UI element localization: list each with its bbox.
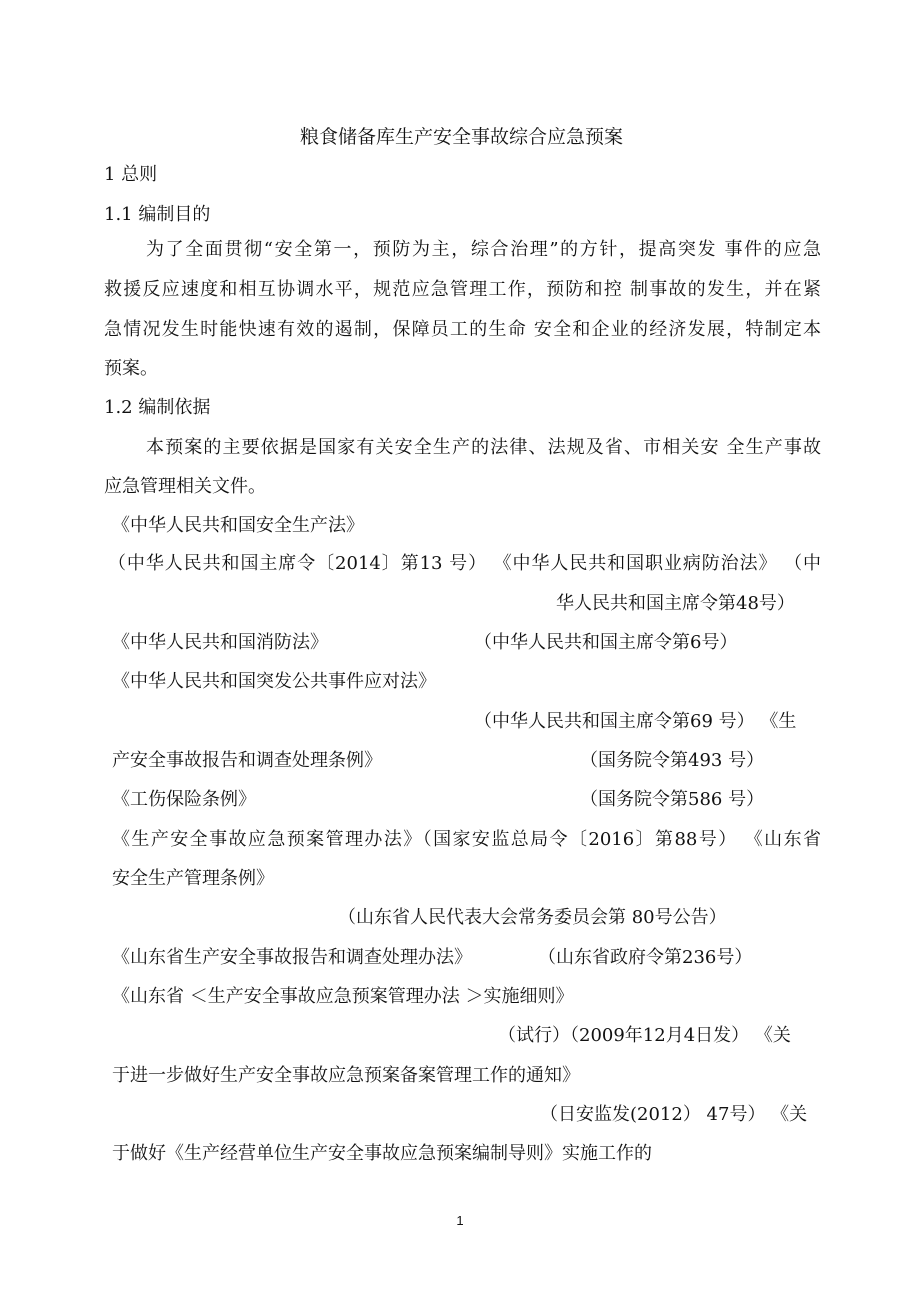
reference-line: （中华人民共和国主席令〔2014〕第13 号） 《中华人民共和国职业病防治法》 （中 <box>108 553 821 574</box>
paragraph-line: 救援反应速度和相互协调水平，规范应急管理工作，预防和控 制事故的发生，并在紧 <box>104 279 821 300</box>
reference-line: （山东省人民代表大会常务委员会第 80号公告） <box>338 907 727 928</box>
reference-line: （山东省政府令第236号） <box>538 947 753 968</box>
reference-line: 《中华人民共和国消防法》 <box>112 632 328 653</box>
reference-line: 于进一步做好生产安全事故应急预案备案管理工作的通知》 <box>112 1065 580 1086</box>
reference-line: （国务院令第586 号） <box>580 789 765 810</box>
paragraph-line: 应急管理相关文件。 <box>104 476 266 497</box>
reference-line: 《中华人民共和国突发公共事件应对法》 <box>112 671 436 692</box>
reference-line: 于做好《生产经营单位生产安全事故应急预案编制导则》实施工作的 <box>112 1143 652 1164</box>
reference-line: （国务院令第493 号） <box>580 750 765 771</box>
paragraph-line: 急情况发生时能快速有效的遏制，保障员工的生命 安全和企业的经济发展，特制定本 <box>104 319 821 340</box>
subsection-heading: 1.2 编制依据 <box>104 397 211 418</box>
reference-line: 华人民共和国主席令第48号） <box>556 593 795 614</box>
reference-line: 安全生产管理条例》 <box>112 868 274 889</box>
reference-line: 《中华人民共和国安全生产法》 <box>112 515 364 536</box>
paragraph-line: 本预案的主要依据是国家有关安全生产的法律、法规及省、市相关安 全生产事故 <box>146 437 821 458</box>
reference-line: （中华人民共和国主席令第69 号） 《生 <box>474 711 797 732</box>
paragraph-line: 为了全面贯彻“安全第一，预防为主，综合治理”的方针，提高突发 事件的应急 <box>146 239 821 260</box>
reference-line: （日安监发(2012） 47号） 《关 <box>540 1104 808 1125</box>
reference-line: 《生产安全事故应急预案管理办法》（国家安监总局令〔2016〕第88号） 《山东省 <box>112 829 821 850</box>
reference-line: 产安全事故报告和调查处理条例》 <box>112 750 382 771</box>
paragraph-line: 预案。 <box>104 358 158 379</box>
subsection-heading: 1.1 编制目的 <box>104 204 211 225</box>
document-title: 粮食储备库生产安全事故综合应急预案 <box>300 126 624 148</box>
page-number: 1 <box>456 1213 464 1228</box>
reference-line: 《山东省生产安全事故报告和调查处理办法》 <box>112 947 472 968</box>
reference-line: （中华人民共和国主席令第6号） <box>474 632 738 653</box>
reference-line: 《工伤保险条例》 <box>112 789 256 810</box>
section-heading: 1 总则 <box>104 164 158 185</box>
reference-line: （试行）（2009年12月4日发） 《关 <box>498 1025 791 1046</box>
reference-line: 《山东省 ＜生产安全事故应急预案管理办法 ＞实施细则》 <box>112 986 574 1007</box>
